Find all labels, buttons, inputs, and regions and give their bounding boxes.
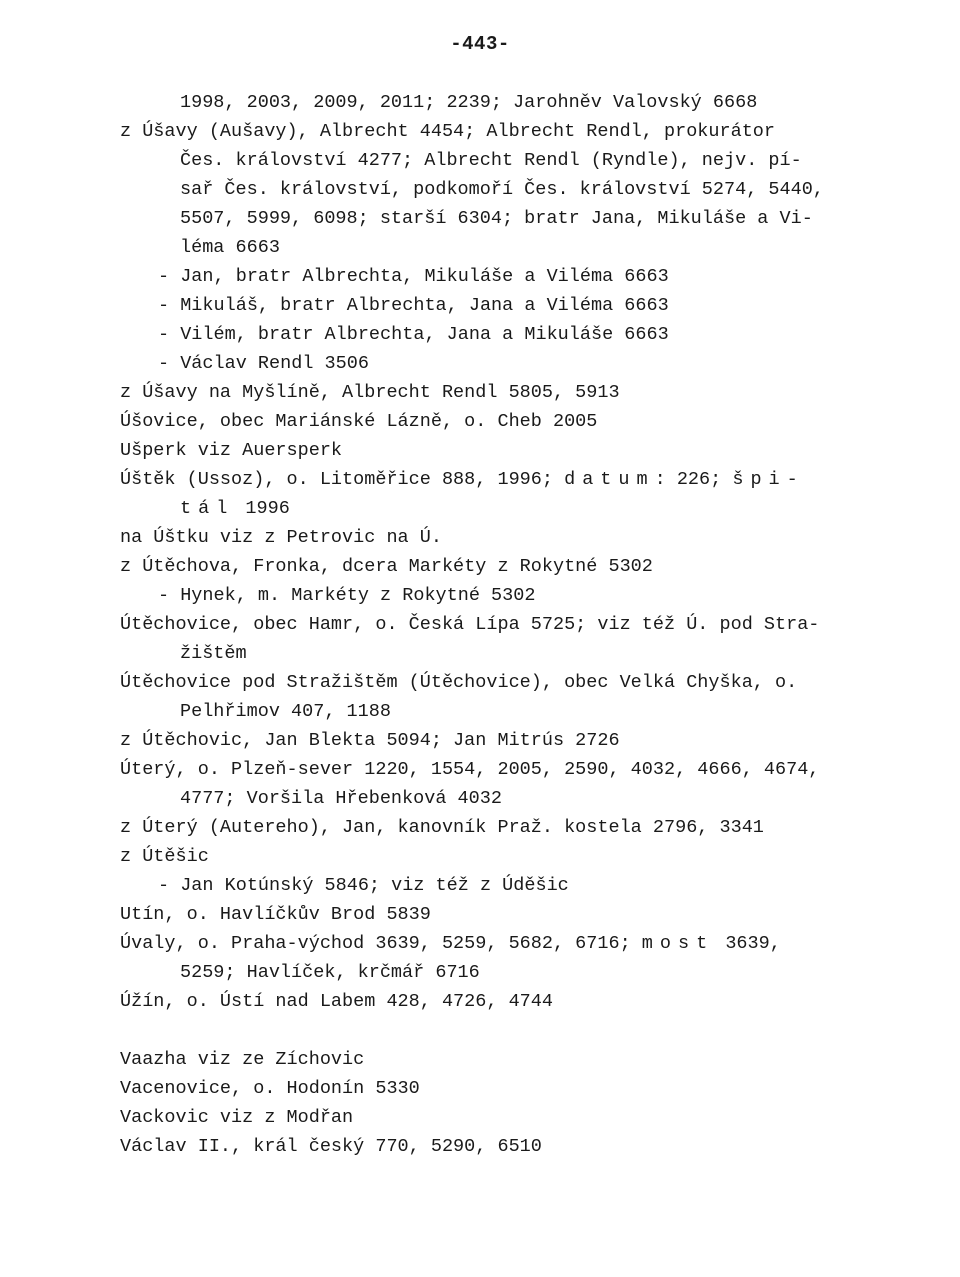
index-line: - Jan Kotúnský 5846; viz též z Úděšic [158, 875, 569, 896]
index-line [120, 465, 910, 494]
index-text: 1996 [245, 498, 290, 519]
index-line: z Úterý (Autereho), Jan, kanovník Praž. kostela 2796, 3341 [120, 817, 764, 838]
index-line: Úžín, o. Ústí nad Labem 428, 4726, 4744 [120, 991, 553, 1012]
index-line: Čes. království 4277; Albrecht Rendl (Ryndle), nejv. pí- [180, 150, 802, 171]
index-block-u [120, 88, 910, 1016]
index-text: Úštěk (Ussoz), o. Litoměřice 888, 1996; [120, 469, 553, 490]
index-line: z Útěchovic, Jan Blekta 5094; Jan Mitrús 2726 [120, 730, 620, 751]
index-text: 3639, [725, 933, 781, 954]
index-line: z Úšavy na Myšlíně, Albrecht Rendl 5805, 5913 [120, 382, 620, 403]
page-number: -443- [450, 33, 510, 55]
index-line: Václav II., král český 770, 5290, 6510 [120, 1136, 542, 1157]
index-line: žištěm [180, 643, 247, 664]
index-line: - Vilém, bratr Albrechta, Jana a Mikuláše 6663 [158, 324, 669, 345]
index-line: na Úštku viz z Petrovic na Ú. [120, 527, 442, 548]
index-line: sař Čes. království, podkomoří Čes. království 5274, 5440, [180, 179, 824, 200]
spaced-word: most [641, 933, 715, 954]
index-line: z Úšavy (Aušavy), Albrecht 4454; Albrecht Rendl, prokurátor [120, 121, 776, 142]
index-text: Úvaly, o. Praha-východ 3639, 5259, 5682, 6716; [120, 933, 631, 954]
index-line: 5259; Havlíček, krčmář 6716 [180, 962, 480, 983]
index-line: Útěchovice pod Stražištěm (Útěchovice), obec Velká Chyška, o. [120, 672, 798, 693]
index-line: Vacenovice, o. Hodonín 5330 [120, 1078, 420, 1099]
index-text: : 226; [654, 469, 722, 490]
index-line: Vaazha viz ze Zíchovic [120, 1049, 365, 1070]
spaced-word: datum [564, 469, 655, 490]
index-line: - Hynek, m. Markéty z Rokytné 5302 [158, 585, 536, 606]
index-line [120, 494, 910, 523]
index-block-v [120, 1045, 910, 1161]
index-line: - Mikuláš, bratr Albrechta, Jana a Viléma 6663 [158, 295, 669, 316]
index-line: 1998, 2003, 2009, 2011; 2239; Jarohněv Valovský 6668 [180, 92, 758, 113]
spaced-word: tál [180, 498, 235, 519]
index-line: z Útěchova, Fronka, dcera Markéty z Rokytné 5302 [120, 556, 653, 577]
index-line [120, 929, 910, 958]
index-line: - Jan, bratr Albrechta, Mikuláše a Viléma 6663 [158, 266, 669, 287]
index-line: léma 6663 [180, 237, 280, 258]
index-line: Ušperk viz Auersperk [120, 440, 343, 461]
index-line: 5507, 5999, 6098; starší 6304; bratr Jana, Mikuláše a Vi- [180, 208, 813, 229]
index-line: z Útěšic [120, 846, 209, 867]
index-line: Pelhřimov 407, 1188 [180, 701, 391, 722]
index-line: 4777; Voršila Hřebenková 4032 [180, 788, 502, 809]
index-line: Úterý, o. Plzeň-sever 1220, 1554, 2005, 2590, 4032, 4666, 4674, [120, 759, 820, 780]
index-line: Utín, o. Havlíčkův Brod 5839 [120, 904, 431, 925]
index-line: Útěchovice, obec Hamr, o. Česká Lípa 5725; viz též Ú. pod Stra- [120, 614, 820, 635]
spaced-word: špi- [732, 469, 805, 490]
index-line: - Václav Rendl 3506 [158, 353, 369, 374]
index-line: Vackovic viz z Modřan [120, 1107, 354, 1128]
index-line: Úšovice, obec Mariánské Lázně, o. Cheb 2005 [120, 411, 598, 432]
